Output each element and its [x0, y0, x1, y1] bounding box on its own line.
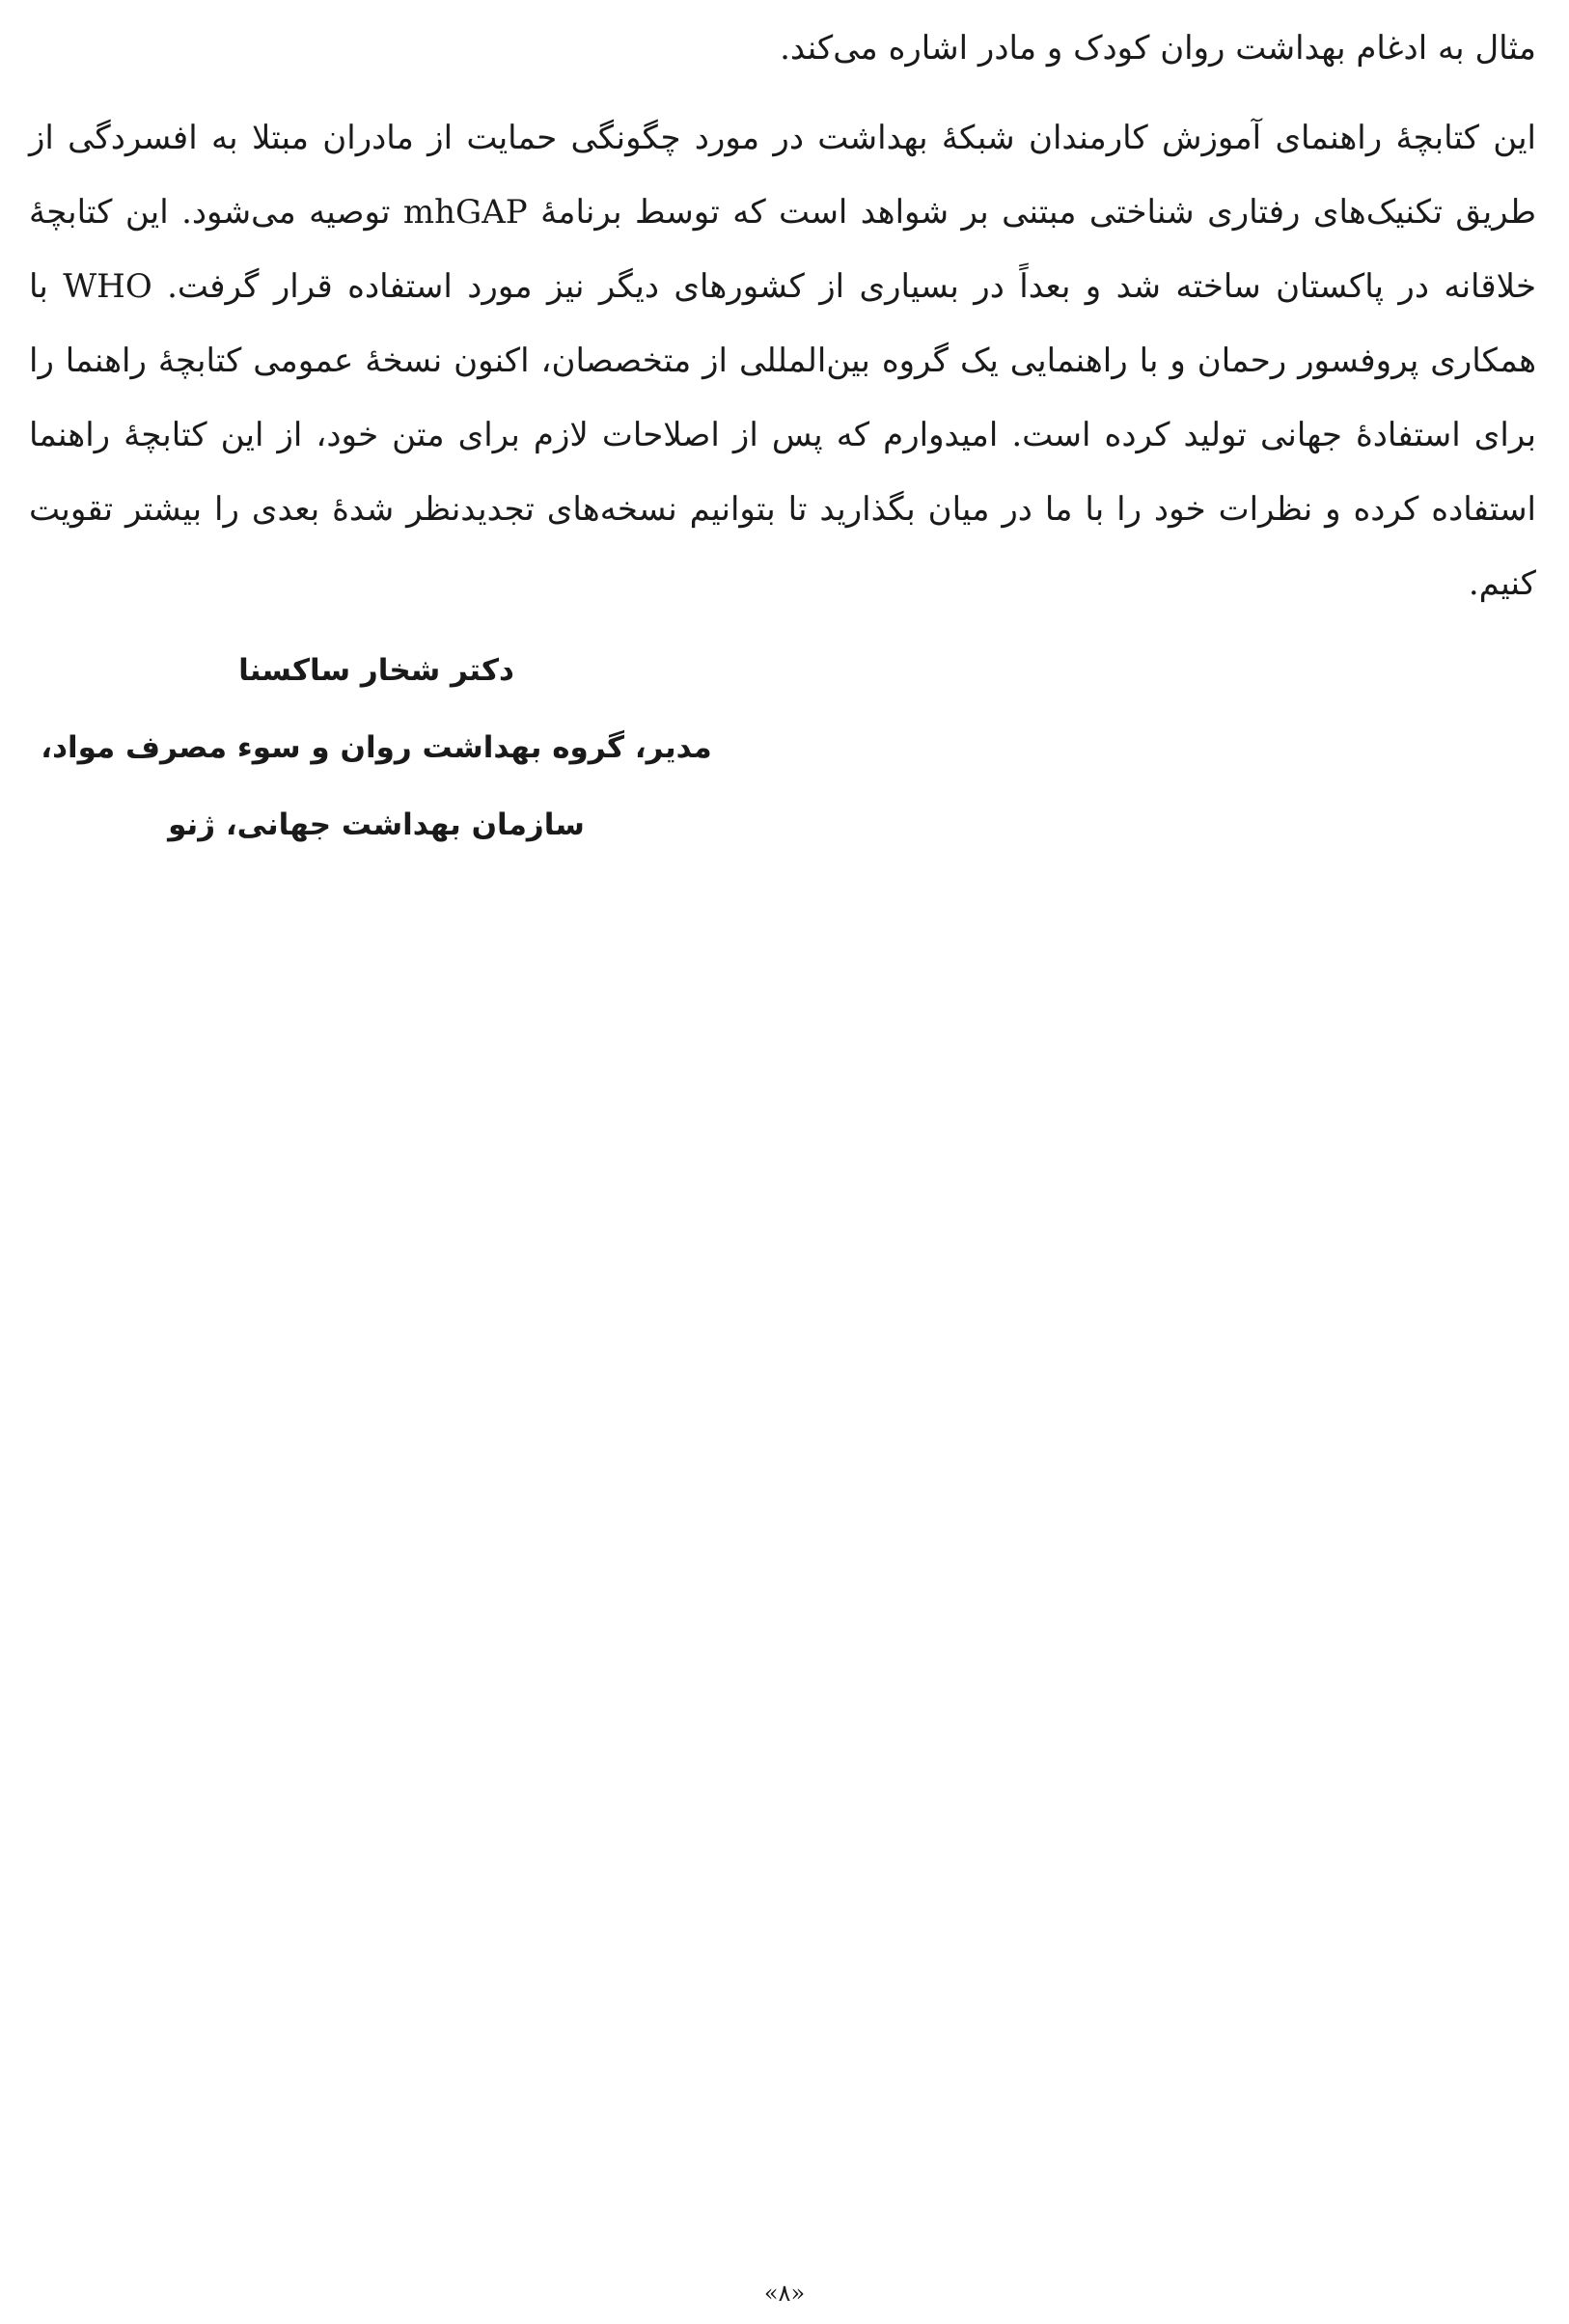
signature-organization: سازمان بهداشت جهانی، ژنو: [168, 807, 585, 842]
intro-line: مثال به ادغام بهداشت روان کودک و مادر اشاره می‌کند.: [780, 29, 1536, 68]
signature-title: مدیر، گروه بهداشت روان و سوء مصرف مواد،: [41, 730, 712, 765]
body-paragraph-container: [29, 101, 1536, 621]
signature-name: دکتر شخار ساکسنا: [238, 653, 514, 688]
signature-block: [29, 632, 724, 863]
page-number: «۸»: [763, 2280, 806, 2307]
body-paragraph: این کتابچهٔ راهنمای آموزش کارمندان شبکهٔ بهداشت در مورد چگونگی حمایت از مادران مبتلا به افسردگی از طریق تکنیک‌های رفتاری شناختی مبتنی بر شواهد است که توسط برنامهٔ mhGAP توصیه می‌شود. این کتابچهٔ خلاقانه در پاکستان ساخته شد و بعداً در بسیاری از کشورهای دیگر نیز مورد استفاده قرار گرفت. WHO با همکاری پروفسور رحمان و با راهنمایی یک گروه بین‌المللی از متخصصان، اکنون نسخهٔ عمومی کتابچهٔ راهنما را برای استفادهٔ جهانی تولید کرده است. امیدوارم که پس از اصلاحات لازم برای متن خود، از این کتابچهٔ راهنما استفاده کرده و نظرات خود را با ما در میان بگذارید تا بتوانیم نسخه‌های تجدیدنظر شدهٔ بعدی را بیشتر تقویت کنیم.: [29, 119, 1537, 603]
